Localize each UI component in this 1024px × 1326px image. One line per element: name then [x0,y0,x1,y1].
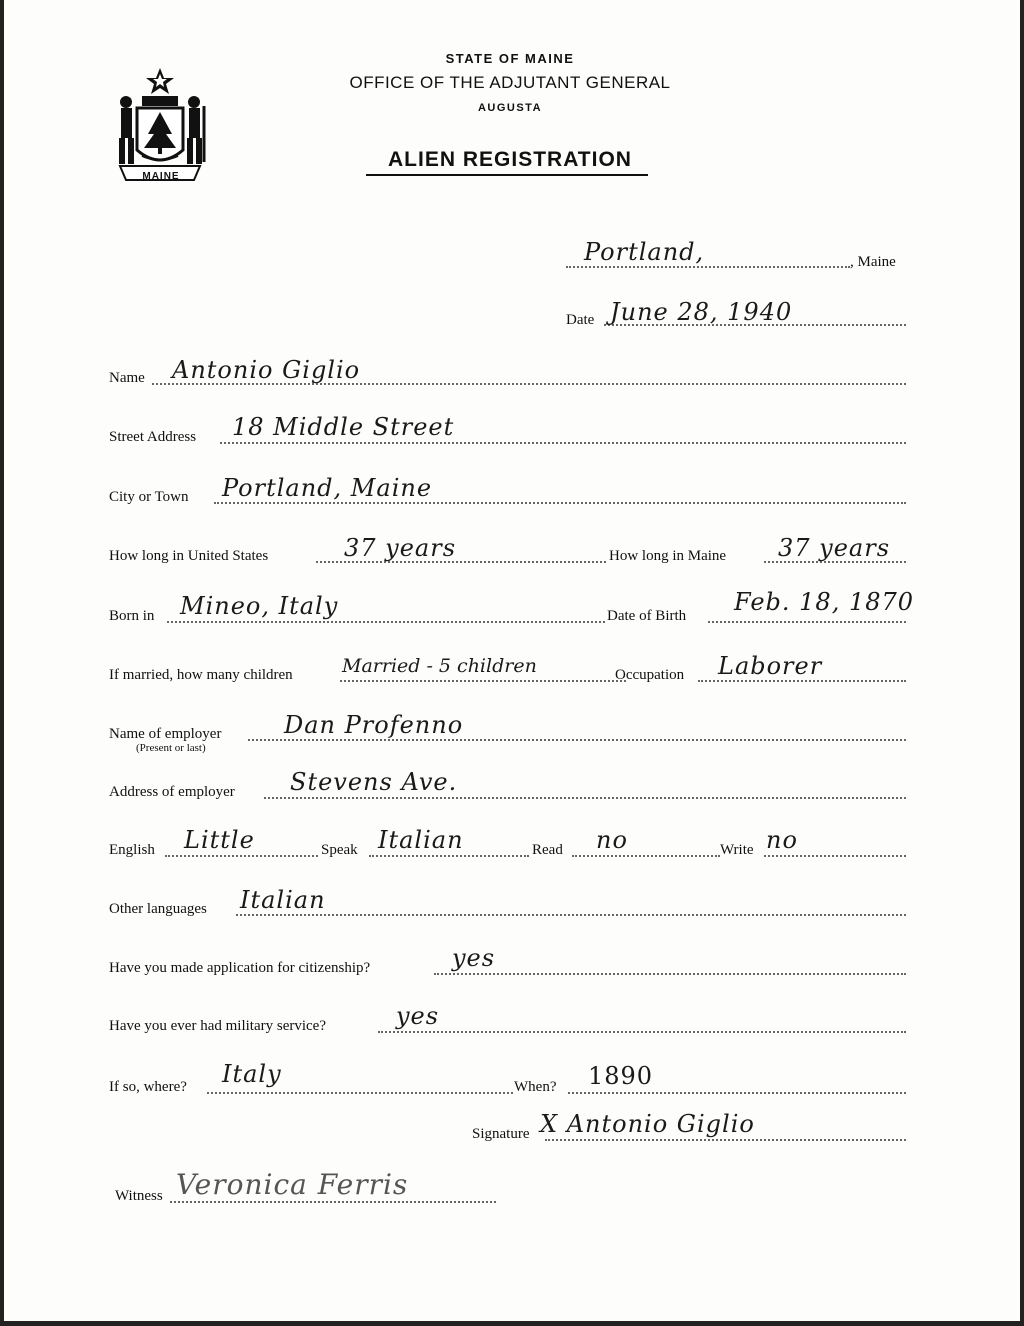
citizenship-line [434,973,906,975]
how-long-maine-value: 37 years [778,534,891,562]
other-languages-label: Other languages [109,901,207,917]
street-address-label: Street Address [109,429,197,445]
place-value: Portland, [584,238,705,266]
place-suffix: , Maine [850,254,896,270]
speak-line [369,855,529,857]
place-line [566,266,850,268]
scan-border-bottom [0,1321,1024,1326]
name-label: Name [109,370,145,386]
occupation-label: Occupation [615,667,685,683]
city-value: Portland, Maine [222,474,433,502]
signature-label: Signature [472,1126,530,1142]
employer-line [248,739,906,741]
how-long-us-value: 37 years [344,534,457,562]
when-label: When? [514,1079,557,1095]
born-in-line [167,621,605,623]
where-line [207,1092,513,1094]
children-label: If married, how many children [109,667,293,683]
write-line [764,855,906,857]
form-title: ALIEN REGISTRATION [388,148,632,171]
state-heading: STATE OF MAINE [445,51,575,66]
date-of-birth-line [708,621,906,623]
employer-sublabel: (Present or last) [136,742,206,754]
read-label: Read [532,842,563,858]
where-label: If so, where? [109,1079,187,1095]
date-value: June 28, 1940 [610,298,793,326]
other-languages-value: Italian [240,886,326,914]
citizenship-label: Have you made application for citizenship? [109,960,371,976]
write-label: Write [720,842,754,858]
children-line [340,680,626,682]
employer-address-label: Address of employer [109,784,235,800]
signature-line [545,1139,906,1141]
how-long-us-label: How long in United States [109,548,269,564]
employer-address-value: Stevens Ave. [290,768,458,796]
name-value: Antonio Giglio [172,356,361,384]
born-in-label: Born in [109,608,155,624]
english-label: English [109,842,155,858]
where-value: Italy [222,1060,282,1088]
street-address-value: 18 Middle Street [232,413,455,441]
city-line [214,502,906,504]
street-address-line [220,442,906,444]
english-value: Little [184,826,255,854]
how-long-maine-label: How long in Maine [609,548,727,564]
write-value: no [766,826,798,854]
military-label: Have you ever had military service? [109,1018,326,1034]
seal-banner-text: MAINE [142,171,180,182]
scan-border-left [0,0,4,1326]
military-line [378,1031,906,1033]
children-value: Married - 5 children [342,655,537,677]
military-value: yes [396,1002,440,1030]
english-line [165,855,318,857]
office-heading: OFFICE OF THE ADJUTANT GENERAL [349,73,671,92]
citizenship-value: yes [452,944,496,972]
city-heading: AUGUSTA [477,102,543,114]
born-in-value: Mineo, Italy [180,592,339,620]
employer-value: Dan Profenno [284,711,464,739]
read-value: no [596,826,628,854]
employer-address-line [264,797,906,799]
title-underline [366,174,648,176]
when-value: 1890 [588,1062,654,1090]
speak-value: Italian [378,826,464,854]
date-of-birth-value: Feb. 18, 1870 [734,588,915,616]
other-languages-line [236,914,906,916]
date-label: Date [566,312,595,328]
read-line [572,855,720,857]
date-of-birth-label: Date of Birth [607,608,687,624]
witness-line [170,1201,496,1203]
employer-label: Name of employer [109,726,222,742]
occupation-line [698,680,906,682]
occupation-value: Laborer [718,652,823,680]
speak-label: Speak [321,842,358,858]
scan-border-right [1020,0,1024,1326]
city-label: City or Town [109,489,189,505]
witness-value: Veronica Ferris [176,1168,409,1201]
when-line [568,1092,906,1094]
witness-label: Witness [115,1188,163,1204]
signature-value: X Antonio Giglio [540,1110,755,1138]
